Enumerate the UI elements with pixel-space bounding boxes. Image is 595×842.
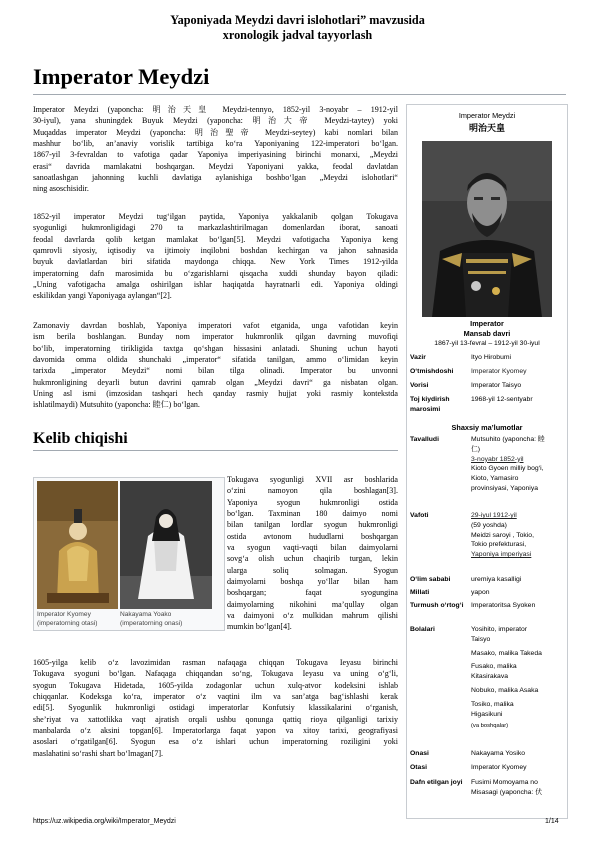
value-link[interactable]: 3-noyabr 1852-yil — [471, 455, 524, 463]
infobox-key: Toj kiydirish marosimi — [410, 396, 450, 413]
infobox-value — [471, 435, 566, 494]
figure-caption-nakayama — [120, 611, 182, 628]
text-line: maslahatini so‘rashi shart bo‘lmagan[7]. — [33, 748, 164, 758]
figure-caption-kyomey — [37, 611, 97, 628]
text-line: „Uning vafotigacha amalga oshirilgan ishlar haqiqatda hayratnarli edi. Yaponiya oldingi — [33, 280, 398, 290]
value-link[interactable]: Imperatoritsa Syoken — [471, 602, 536, 609]
infobox-name: Imperator Meydzi — [458, 111, 516, 120]
text-line: sovg‘a olish uchun chaqirib turgan, lekin — [227, 554, 398, 564]
value-link[interactable]: Yaponiya imperiyasi — [471, 551, 532, 559]
value-link[interactable]: Tosiko, malika — [471, 700, 514, 708]
text-line: ularga soliq solmagan. Syogun — [227, 565, 398, 575]
text-line: daimyolarni boshqa yo‘llar bilan ham — [227, 577, 398, 587]
nakayama-portrait-illustration — [120, 481, 212, 609]
infobox-key: Vazir — [410, 354, 426, 361]
text-line: hukmronligining deyarli butun davrini qamrab olgan „Meydzi davri“ ga nisbatan olgan. — [33, 377, 398, 387]
infobox-key: Vafoti — [410, 512, 429, 519]
infobox-value — [471, 353, 566, 363]
text-line: bilan tanilgan lordlar syogun hukmronligi — [227, 520, 398, 530]
text-line: va syogun vaqti-vaqti bilan daimyolarni — [227, 543, 398, 553]
text-line: qamrovli siyosiy, iqtisodiy va ijtimoiy inqilobni boshdan kechirgan va jahon sahnasida — [33, 246, 398, 256]
nakayama-yoako-image — [120, 481, 212, 609]
infobox-key: Dafn etilgan joyi — [410, 779, 463, 786]
infobox-value — [471, 588, 566, 598]
value-link[interactable]: Kitasirakava — [471, 673, 509, 681]
value-link[interactable]: Fusako, malika — [471, 663, 517, 671]
text-line: Tokugava syogunligi XVII asr boshlarida — [227, 475, 398, 484]
text-line: Yaponiya syogun hukmronligi ostida — [227, 497, 398, 507]
intro-paragraph — [33, 104, 398, 195]
kyomey-portrait-illustration — [37, 481, 118, 609]
text-line: ostida avtonom hududlarni boshqargan — [227, 531, 398, 541]
text-line: Tokugava syoguni bo‘lgan. Nafaqaga chiqqandan so‘ng, Tokugava Ieyasu va uning o‘g‘li, — [33, 669, 398, 679]
name-paragraph — [33, 320, 398, 411]
section-divider — [33, 450, 398, 451]
heading-line-2: xronologik jadval tayyorlash — [222, 28, 373, 42]
text-line: mumkin bo‘lgan[4]. — [227, 622, 292, 632]
value-link[interactable]: provinsiyasi, Yaponiya — [471, 484, 538, 492]
infobox-key: Bolalari — [410, 626, 435, 633]
infobox-value — [471, 575, 566, 585]
infobox-value — [471, 778, 566, 798]
text-line: ism berila boshlangan. Bunday nom imperator hukmronlik qilgan davrning muvofiqi — [33, 332, 398, 342]
value-line: 仁) — [471, 445, 481, 453]
infobox-section-header: Shaxsiy ma’lumotlar — [451, 423, 523, 432]
text-line: she’riyat va xattotlikka vaqt ajratish orqali ushbu qonunga qattiq rioya qilganligi tarixiy — [33, 714, 398, 724]
text-line: 1852-yil imperator Meydzi tug‘ilgan paytida, Yaponiya yakkalanib qolgan Tokugava — [33, 212, 398, 221]
value-line: Misasagi (yaponcha: 伏 — [471, 788, 543, 796]
value-link[interactable]: Imperator Kyomey — [471, 764, 527, 771]
value-link[interactable]: Fusimi Momoyama no — [471, 779, 538, 786]
text-line: 1605-yilga kelib o‘z lavozimidan rasman nafaqaga chiqqan Tokugava Ieyasu birinchi — [33, 658, 398, 667]
value-link[interactable]: Meidzi saroyi , Tokio, — [471, 531, 534, 539]
caption-line: Nakayama Yoako — [120, 611, 172, 618]
text-line: ning asoschisidir. — [33, 184, 89, 194]
ieyasu-paragraph — [33, 657, 398, 759]
infobox-key: Tavalludi — [410, 436, 439, 443]
text-line: davomida omma oldida shunchaki „imperator“ sifatida tanilgan, ammo o‘limidan keyin — [33, 355, 398, 365]
infobox-value — [471, 625, 566, 732]
value-link[interactable]: Imperator Kyomey — [471, 368, 527, 375]
meydzi-portrait-illustration — [422, 141, 552, 317]
text-line: chiqqanlar. Kodeksga ko‘ra, imperator o‘z vaqtini ilm va san’atga bag‘ishlashi kerak — [33, 692, 398, 702]
emperor-kyomey-image — [37, 481, 118, 609]
text-line: boshqargan; faqat syogungina — [227, 588, 398, 598]
infobox — [406, 104, 568, 819]
heading-line-1: Yaponiyada Meydzi davri islohotlari” mavzusida — [170, 13, 425, 27]
text-line: syogun Tokugava Hidetada, 1605-yilda zodagonlar uchun xulq-atvor kodeksini ishlab — [33, 680, 398, 690]
value-link[interactable]: Masako, malika Takeda — [471, 649, 542, 657]
value-link[interactable]: 29-iyul 1912-yil — [471, 512, 517, 519]
infobox-key: Otasi — [410, 764, 427, 771]
text-line: feodal davrlarda qolib ketgan mamlakat bo‘lgan[5]. Meydzi vafotigacha Yaponiya keng — [33, 234, 398, 244]
text-line: Imperator Meydzi (yaponcha: 明治天皇 Meydzi-tennyo, 1852-yil 3-noyabr – 1912-yil — [33, 105, 398, 114]
infobox-value — [471, 381, 566, 391]
text-line: sanoatlashgan jahonning kuchli davlatiga aylanishiga boshbo‘lgan „Meydzi islohotlari“ — [33, 173, 398, 183]
infobox-native-name: 明治天皇 — [468, 123, 505, 133]
text-line: imperatorning dafn marosimida bu o‘zgarishlarni qisqacha xuddi shunday bayon qiladi: — [33, 268, 398, 278]
infobox-value — [471, 763, 566, 773]
text-line: Zamonaviy davrdan boshlab, Yaponiya imperatori vafot etganida, unga vafotidan keyin — [33, 321, 398, 330]
text-line: buyuk davlatlardan biri sifatida maydonga chiqqa. New York Times 1912-yilda — [33, 257, 398, 267]
infobox-value — [471, 395, 566, 405]
text-line: asoslari o‘rgatilgan[6]. Syogun esa o‘z ishlari uchun imperatorning roziligini yoki — [33, 737, 398, 747]
value-line: Ityo Hirobumi — [471, 354, 512, 361]
text-line: ishlatilmaydi) Mutsuhito (yaponcha: 睦仁) bo‘lgan. — [33, 400, 200, 410]
text-line: bo‘lgan. Taxminan 180 daimyo nomi — [227, 509, 398, 519]
footer-url[interactable]: https://uz.wikipedia.org/wiki/Imperator_Meydzi — [33, 818, 176, 825]
text-line: Uning asl ismi (imzosidan tashqari hech qanday rasmiy hujjat yoki rasmiy kontekstda — [33, 389, 398, 399]
infobox-value — [471, 601, 566, 611]
value-line: (va boshqalar) — [471, 723, 509, 730]
value-link[interactable]: Higasikuni — [471, 710, 503, 718]
infobox-reign-label: Mansab davri — [463, 329, 511, 338]
infobox-value — [471, 367, 566, 377]
infobox-key: Turmush o‘rtog‘i — [410, 602, 464, 609]
text-line: 30-iyul), yana shuningdek Buyuk Meydzi (yaponcha: 明治大帝 Meydzi-taytey) yoki — [33, 116, 398, 126]
infobox-value — [471, 749, 566, 759]
infobox-value — [471, 511, 566, 560]
document-heading — [0, 13, 595, 43]
text-line: Muqaddas imperator Meydzi (yaponcha: 明治聖帝 Meydzi-seytey) kabi nomlari bilan — [33, 127, 398, 137]
text-line: mashhur bo‘lib, an’anaviy vorislik tartibiga ko‘ra Yaponiyaning 122-imperatori bo‘lgan. — [33, 139, 398, 149]
value-link[interactable]: uremiya kasalligi — [471, 576, 522, 583]
text-line: erasi“ davrida mamlakatni boshqargan. Meydzi Yaponiyani yakka, feodal davlatdan — [33, 161, 398, 171]
value-link[interactable]: Nakayama Yosiko — [471, 750, 526, 757]
caption-line: Imperator Kyomey — [37, 611, 91, 618]
caption-line: (imperatorning onasi) — [120, 619, 183, 627]
text-line: eskilikdan yangi Yaponiyaga aylangan“[2]. — [33, 291, 172, 301]
text-line: va daimyoni o‘z mulkidan mahrum qilishi — [227, 611, 398, 621]
text-line: syogunligi hukmronligidagi 270 ta markazlashtirilmagan domenlardan iborat, sanoati — [33, 223, 398, 233]
infobox-role: Imperator — [470, 319, 504, 328]
text-line: bo‘lib, imperatorning tirikligida taxtga qo‘shgan hissasini anlatadi. Shuning uchun hayoti — [33, 343, 398, 353]
value-link[interactable]: Tokio prefekturasi, — [471, 541, 527, 549]
text-line: tarixda „imperator Meydzi“ nomi bilan tilga olinadi. Imperator bu unvonni — [33, 366, 398, 376]
text-line: o‘zini namoyon qila boshlagan[3]. — [227, 486, 398, 496]
value-link[interactable]: Taisyo — [471, 635, 491, 643]
infobox-key: Millati — [410, 589, 430, 596]
caption-line: (imperatorning otasi) — [37, 619, 98, 627]
value-link[interactable]: Imperator Taisyo — [471, 382, 522, 389]
infobox-reign: 1867-yil 13-fevral – 1912-yil 30-iyul — [434, 340, 540, 347]
value-line: Mutsuhito (yaponcha: 睦 — [471, 436, 545, 443]
text-line: 1867-yil 3-fevraldan to vafotiga qadar Yaponiya imperiyasining birinchi monarxi, „Meydzi — [33, 150, 398, 160]
emperor-meydzi-portrait — [422, 141, 552, 317]
text-line: edi[5]. Syogunlik hukmronligi ostidagi imperatorlar Konfutsiy klassikalarini o‘rganish, — [33, 703, 398, 713]
infobox-key: O‘lim sababi — [410, 576, 451, 583]
value-link[interactable]: Kioto, Yamasiro — [471, 475, 519, 483]
tokugava-paragraph — [227, 474, 398, 633]
section-heading: Kelib chiqishi — [33, 430, 128, 447]
value-link[interactable]: Yosihito, imperator — [471, 626, 528, 633]
birth-paragraph — [33, 211, 398, 302]
infobox-key: Vorisi — [410, 382, 429, 389]
value-link[interactable]: yapon — [471, 589, 490, 596]
infobox-key: Onasi — [410, 750, 429, 757]
text-line: daimyolarning nikohini ma’qullay olgan — [227, 599, 398, 609]
value-line: (59 yoshda) — [471, 521, 507, 529]
value-link[interactable]: Kioto Gyoen milliy bog‘i, — [471, 465, 544, 473]
article-title: Imperator Meydzi — [33, 64, 210, 89]
value-line: 1968-yil 12-sentyabr — [471, 396, 533, 403]
page-number: 1/14 — [545, 818, 559, 825]
title-divider — [33, 94, 566, 95]
infobox-key: O‘tmishdoshi — [410, 368, 454, 375]
value-link[interactable]: Nobuko, malika Asaka — [471, 686, 539, 694]
text-line: manbalarda o‘z aksini topgan[6]. Imperatorlarga faqat yapon va xitoy tarixi, geografiyasi — [33, 726, 398, 736]
